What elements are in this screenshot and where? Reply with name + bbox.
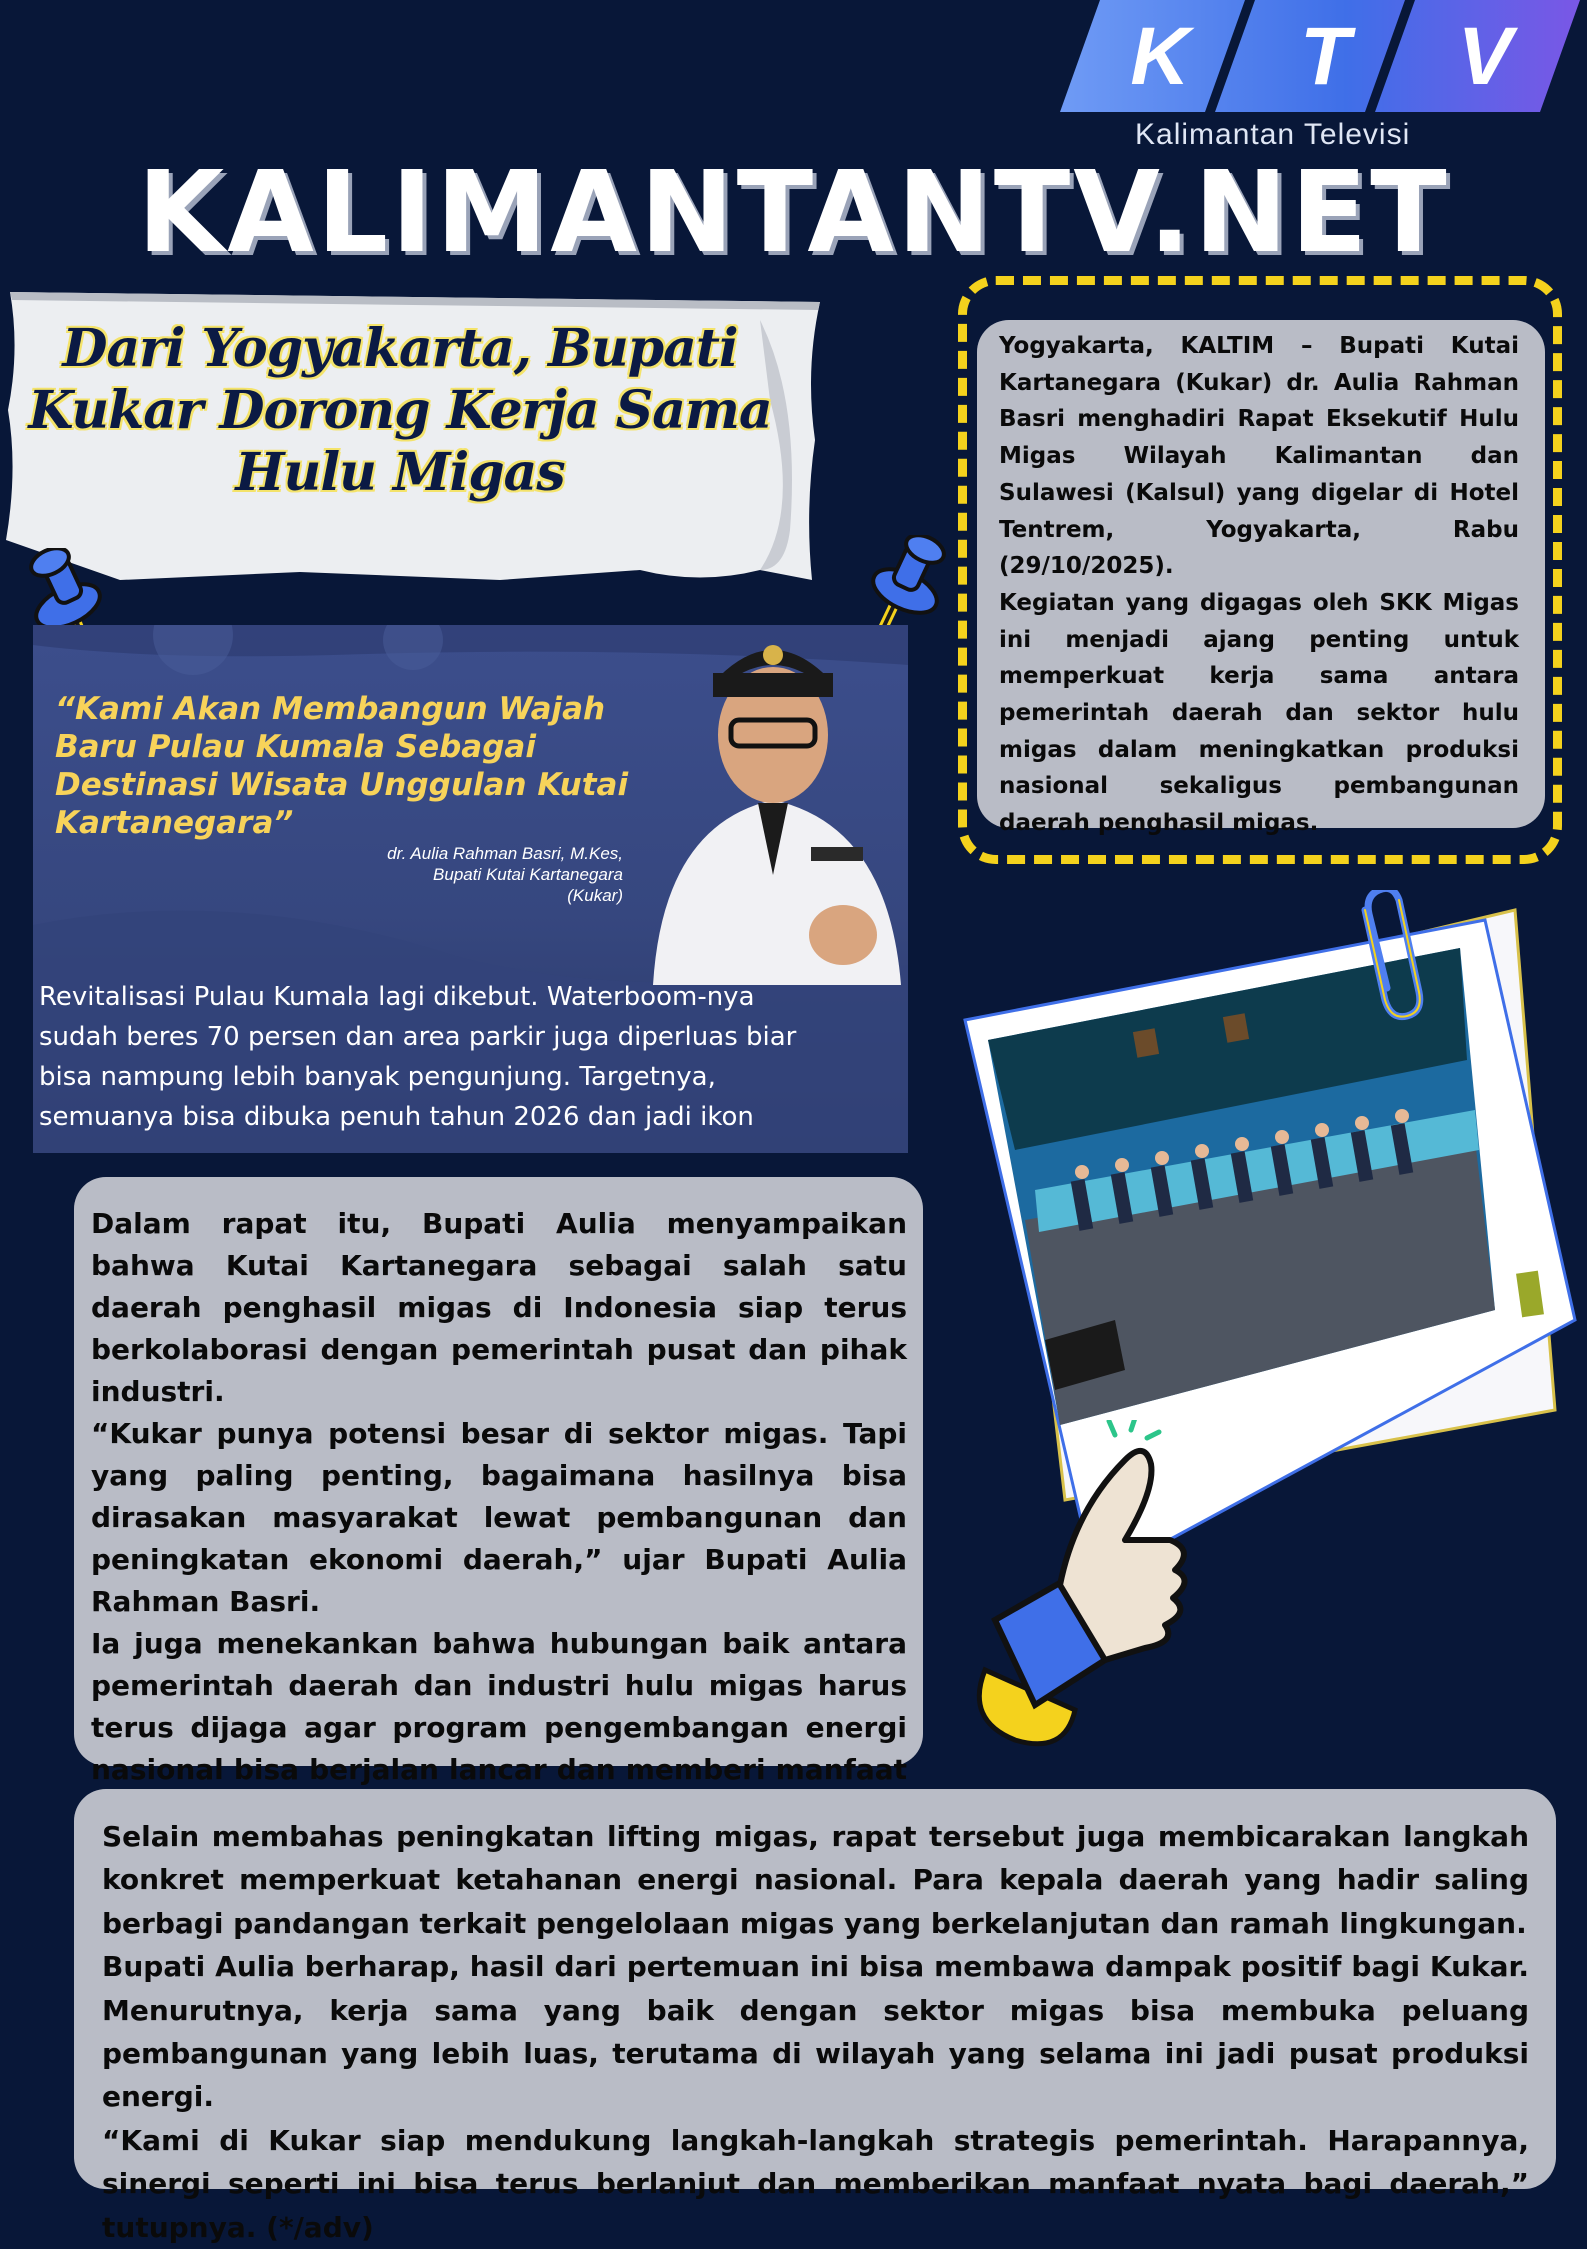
author-line: (Kukar) [567, 886, 623, 905]
closing-text-box [74, 1789, 1556, 2244]
news-quote [55, 690, 655, 842]
author-line: dr. Aulia Rahman Basri, M.Kes, [387, 844, 623, 863]
headline-line: Dari Yogyakarta, Bupati [62, 318, 738, 379]
quote-line: Kartanegara” [55, 805, 294, 841]
middle-text-box [74, 1177, 923, 1786]
news-caption [39, 977, 899, 1137]
quote-line: Baru Pulau Kumala Sebagai [55, 729, 536, 765]
caption-line: semuanya bisa dibuka penuh tahun 2026 dan jadi ikon [39, 1102, 754, 1132]
logo-letter-k: K [1130, 11, 1190, 102]
caption-line: sudah beres 70 persen dan area parkir juga diperluas biar [39, 1022, 797, 1052]
lead-paragraph: Kegiatan yang digagas oleh SKK Migas ini menjadi ajang penting untuk memperkuat kerja sama antara pemerintah daerah dan sektor hulu migas dalam meningkatkan produksi nasional sekaligus pembangunan daerah penghasil migas. [999, 589, 1519, 837]
author-line: Bupati Kutai Kartanegara [433, 865, 623, 884]
caption-line: bisa nampung lebih banyak pengunjung. Targetnya, [39, 1062, 716, 1092]
quote-line: Destinasi Wisata Unggulan Kutai [55, 767, 629, 803]
headline-line: Hulu Migas [235, 442, 565, 503]
middle-paragraph: Ia juga menekankan bahwa hubungan baik antara pemerintah daerah dan industri hulu migas harus terus dijaga agar program pengembangan energi nasional bisa berjalan lancar dan memberi manfaat [91, 1627, 907, 1786]
ktv-logo [1060, 0, 1580, 112]
logo-letter-t: T [1299, 11, 1351, 102]
lead-text-box [977, 320, 1545, 837]
logo-letter-v: V [1457, 11, 1513, 102]
headline-line: Kukar Dorong Kerja Sama [28, 380, 772, 441]
pointing-hand-icon [955, 1420, 1215, 1750]
regent-portrait [643, 625, 908, 985]
closing-paragraph: Bupati Aulia berharap, hasil dari pertemuan ini bisa membawa dampak positif bagi Kukar. Menurutnya, kerja sama yang baik dengan sektor migas bisa membuka peluang pembangunan yang lebih luas, terutama di wilayah yang selama ini jadi pusat produksi energi. [102, 1950, 1529, 2114]
closing-paragraph: “Kami di Kukar siap mendukung langkah-langkah strategis pemerintah. Harapannya, sinergi seperti ini bisa terus berlanjut dan memberikan manfaat nyata bagi daerah,” tutupnya. (*/adv) [102, 2123, 1529, 2244]
caption-line: Revitalisasi Pulau Kumala lagi dikebut. Waterboom-nya [39, 982, 755, 1012]
headline [0, 318, 800, 504]
middle-paragraph: “Kukar punya potensi besar di sektor migas. Tapi yang paling penting, bagaimana hasilnya bisa dirasakan masyarakat lewat pembangunan dan peningkatan ekonomi daerah,” ujar Bupati Aulia Rahman Basri. [91, 1417, 907, 1618]
site-title: KALIMANTANTV.NET [137, 148, 1450, 278]
quote-line: “Kami Akan Membangun Wajah [55, 691, 606, 727]
middle-paragraph: Dalam rapat itu, Bupati Aulia menyampaikan bahwa Kutai Kartanegara sebagai salah satu daerah penghasil migas di Indonesia siap terus berkolaborasi dengan pemerintah pusat dan pihak industri. [91, 1207, 907, 1408]
news-quote-author [333, 843, 623, 906]
logo-subtitle: Kalimantan Televisi [1135, 118, 1411, 151]
closing-paragraph: Selain membahas peningkatan lifting migas, rapat tersebut juga membicarakan langkah konkret memperkuat ketahanan energi nasional. Para kepala daerah yang hadir saling berbagi pandangan terkait pengelolaan migas yang berkelanjutan dan ramah lingkungan. [102, 1820, 1529, 1940]
lead-paragraph: Yogyakarta, KALTIM – Bupati Kutai Kartanegara (Kukar) dr. Aulia Rahman Basri menghadiri Rapat Eksekutif Hulu Migas Wilayah Kalimantan dan Sulawesi (Kalsul) yang digelar di Hotel Tentrem, Yogyakarta, Rabu (29/10/2025). [999, 333, 1519, 580]
news-image [33, 625, 908, 1153]
